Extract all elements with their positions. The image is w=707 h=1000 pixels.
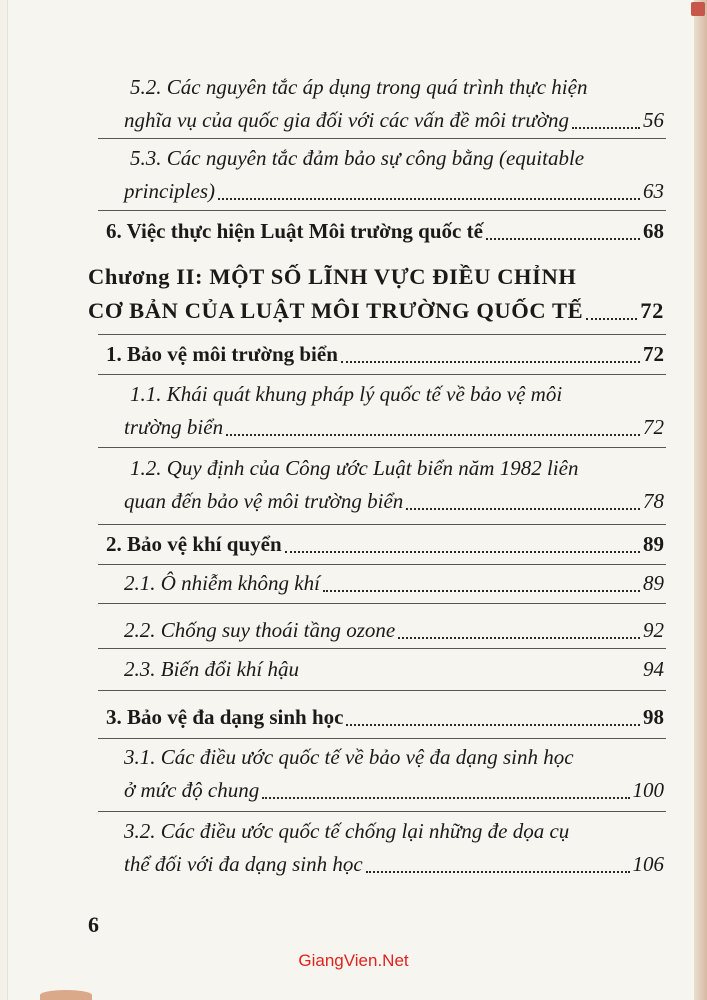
- toc-entry-3[interactable]: [106, 701, 664, 734]
- separator-rule: [98, 811, 666, 812]
- dot-leader: [285, 551, 640, 553]
- dot-leader: [398, 637, 640, 639]
- separator-rule: [98, 603, 666, 604]
- dot-leader: [586, 318, 637, 320]
- toc-entry-3-2[interactable]: [124, 815, 664, 881]
- toc-entry-page: 92: [643, 618, 664, 642]
- toc-entry-title-line2: thể đối với đa dạng sinh học: [124, 852, 363, 876]
- separator-rule: [98, 334, 666, 335]
- separator-rule: [98, 210, 666, 211]
- toc-entry-title-line1: 1.1. Khái quát khung pháp lý quốc tế về bảo vệ môi: [130, 382, 563, 406]
- toc-entry-page: 78: [643, 489, 664, 513]
- toc-entry-1-2[interactable]: [124, 452, 664, 518]
- toc-entry-page: 68: [643, 219, 664, 243]
- toc-entry-5-2[interactable]: [124, 71, 664, 137]
- toc-entry-page: 89: [643, 532, 664, 556]
- toc-entry-page: 72: [643, 342, 664, 366]
- toc-entry-title-line1: 2.3. Biến đổi khí hậu: [124, 657, 299, 681]
- chapter-title-line1: Chương II: MỘT SỐ LĨNH VỰC ĐIỀU CHỈNH: [88, 264, 577, 289]
- toc-entry-title-line1: 5.3. Các nguyên tắc đảm bảo sự công bằng (equitable: [130, 146, 585, 170]
- separator-rule: [98, 447, 666, 448]
- toc-entry-page: 56: [643, 108, 664, 132]
- toc-entry-page: 89: [643, 571, 664, 595]
- toc-chapter-2[interactable]: [88, 260, 664, 328]
- toc-entry-title-line2: principles): [124, 179, 215, 203]
- toc-entry-3-1[interactable]: [124, 741, 664, 807]
- dot-leader: [302, 676, 640, 678]
- chapter-title-line2: CƠ BẢN CỦA LUẬT MÔI TRƯỜNG QUỐC TẾ: [88, 298, 584, 323]
- toc-entry-title-line2: quan đến bảo vệ môi trường biển: [124, 489, 404, 513]
- toc-entry-page: 72: [643, 415, 664, 439]
- toc-entry-title-line1: 2.1. Ô nhiễm không khí: [124, 571, 320, 595]
- separator-rule: [98, 374, 666, 375]
- toc-entry-1-1[interactable]: [124, 378, 664, 444]
- toc-entry-title-line1: 3.2. Các điều ước quốc tế chống lại những đe dọa cụ: [124, 819, 570, 843]
- toc-entry-page: 100: [632, 778, 664, 802]
- toc-entry-title-line2: ở mức độ chung: [124, 778, 260, 802]
- toc-entry-title-line1: 6. Việc thực hiện Luật Môi trường quốc tế: [106, 219, 483, 243]
- page-edge: [694, 0, 707, 1000]
- toc-entry-title-line1: 3.1. Các điều ước quốc tế về bảo vệ đa dạng sinh học: [124, 745, 574, 769]
- dot-leader: [406, 508, 640, 510]
- separator-rule: [98, 648, 666, 649]
- toc-entry-title-line1: 1. Bảo vệ môi trường biển: [106, 342, 338, 366]
- dot-leader: [366, 871, 630, 873]
- dot-leader: [323, 590, 640, 592]
- corner-mark: [691, 2, 705, 16]
- toc-entry-title-line1: 2.2. Chống suy thoái tầng ozone: [124, 618, 396, 642]
- toc-entry-2-1[interactable]: [124, 567, 664, 600]
- toc-entry-page: 72: [640, 298, 664, 323]
- page-number: 6: [88, 912, 99, 937]
- dot-leader: [226, 434, 640, 436]
- toc-entry-title-line2: trường biển: [124, 415, 224, 439]
- page-bottom-decoration: [40, 990, 92, 1000]
- toc-entry-5-3[interactable]: [124, 142, 664, 208]
- dot-leader: [218, 198, 640, 200]
- toc-entry-title-line1: 3. Bảo vệ đa dạng sinh học: [106, 705, 344, 729]
- toc-entry-page: 106: [632, 852, 664, 876]
- toc-entry-title-line2: nghĩa vụ của quốc gia đối với các vấn đề môi trường: [124, 108, 570, 132]
- toc-entry-2-3[interactable]: [124, 653, 664, 686]
- separator-rule: [98, 690, 666, 691]
- dot-leader: [486, 238, 640, 240]
- separator-rule: [98, 524, 666, 525]
- toc-entry-page: 94: [643, 657, 664, 681]
- toc-entry-title-line1: 2. Bảo vệ khí quyển: [106, 532, 282, 556]
- toc-entry-1[interactable]: [106, 338, 664, 371]
- separator-rule: [98, 564, 666, 565]
- toc-entry-title-line1: 5.2. Các nguyên tắc áp dụng trong quá trình thực hiện: [130, 75, 588, 99]
- dot-leader: [572, 127, 640, 129]
- separator-rule: [98, 138, 666, 139]
- toc-entry-2[interactable]: [106, 528, 664, 561]
- dot-leader: [262, 797, 629, 799]
- separator-rule: [98, 738, 666, 739]
- dot-leader: [346, 724, 640, 726]
- toc-entry-title-line1: 1.2. Quy định của Công ước Luật biển năm 1982 liên: [130, 456, 579, 480]
- toc-entry-page: 63: [643, 179, 664, 203]
- watermark: GiangVien.Net: [298, 951, 409, 970]
- toc-entry-2-2[interactable]: [124, 614, 664, 647]
- toc-entry-page: 98: [643, 705, 664, 729]
- dot-leader: [341, 361, 640, 363]
- toc-entry-6[interactable]: [106, 215, 664, 248]
